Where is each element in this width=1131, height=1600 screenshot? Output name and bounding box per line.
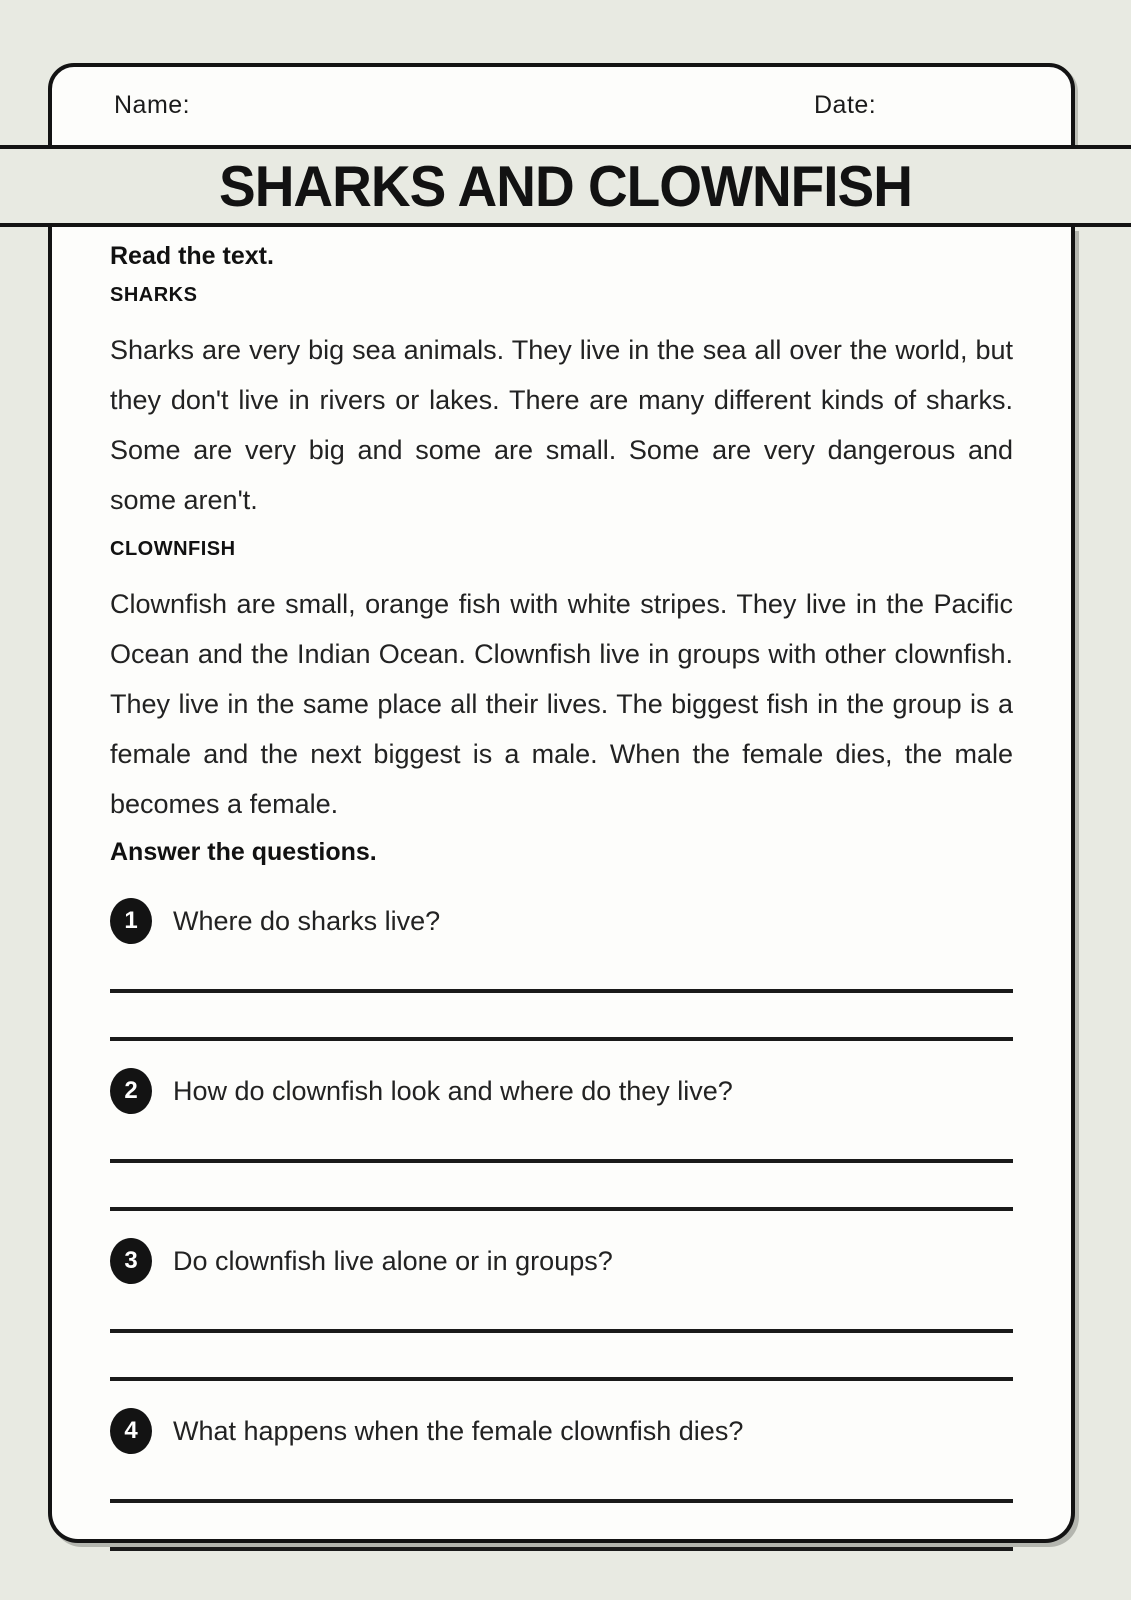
question-2 [110,1069,1013,1211]
question-1-number-badge: 1 [110,898,152,944]
question-1-text: Where do sharks live? [173,905,441,936]
question-3-text: Do clownfish live alone or in groups? [173,1245,613,1276]
question-2-answer-line-1 [110,1113,1013,1163]
question-1 [110,899,1013,1041]
question-4 [110,1409,1013,1551]
question-4-text: What happens when the female clownfish dies? [173,1415,744,1446]
worksheet-body [48,227,1075,1543]
question-4-answer-line-2 [110,1503,1013,1551]
question-2-text: How do clownfish look and where do they live? [173,1075,733,1106]
question-1-answer-line-2 [110,993,1013,1041]
question-2-row [110,1069,1013,1113]
title-banner [0,145,1131,227]
question-1-answer-line-1 [110,943,1013,993]
name-label: Name: [114,91,191,119]
passage-sharks-heading: SHARKS [110,284,198,306]
question-4-number-badge: 4 [110,1408,152,1454]
question-4-answer-line-1 [110,1453,1013,1503]
question-4-row [110,1409,1013,1453]
question-3-number-badge: 3 [110,1238,152,1284]
passage-clownfish-heading: CLOWNFISH [110,538,236,560]
passage-clownfish-text: Clownfish are small, orange fish with white stripes. They live in the Pacific Ocean and the Indian Ocean. Clownfish live in groups with other clownfish. They live in the same place all their lives. The biggest fish in the group is a female and the next biggest is a male. When the female dies, the male becomes a female. [110,589,1013,819]
passage-clownfish [110,537,1013,829]
question-2-number-badge: 2 [110,1068,152,1114]
question-2-answer-line-2 [110,1163,1013,1211]
worksheet-title: SHARKS AND CLOWNFISH [219,153,912,219]
question-1-row [110,899,1013,943]
question-3-answer-line-2 [110,1333,1013,1381]
read-instruction: Read the text. [110,242,274,270]
passage-sharks-text: Sharks are very big sea animals. They live in the sea all over the world, but they don't live in rivers or lakes. There are many different kinds of sharks. Some are very big and some are small. Some are very dangerous and some aren't. [110,335,1013,515]
question-3-answer-line-1 [110,1283,1013,1333]
date-label: Date: [814,91,877,119]
question-3 [110,1239,1013,1381]
answer-instruction: Answer the questions. [110,838,377,866]
question-3-row [110,1239,1013,1283]
passage-sharks [110,283,1013,525]
